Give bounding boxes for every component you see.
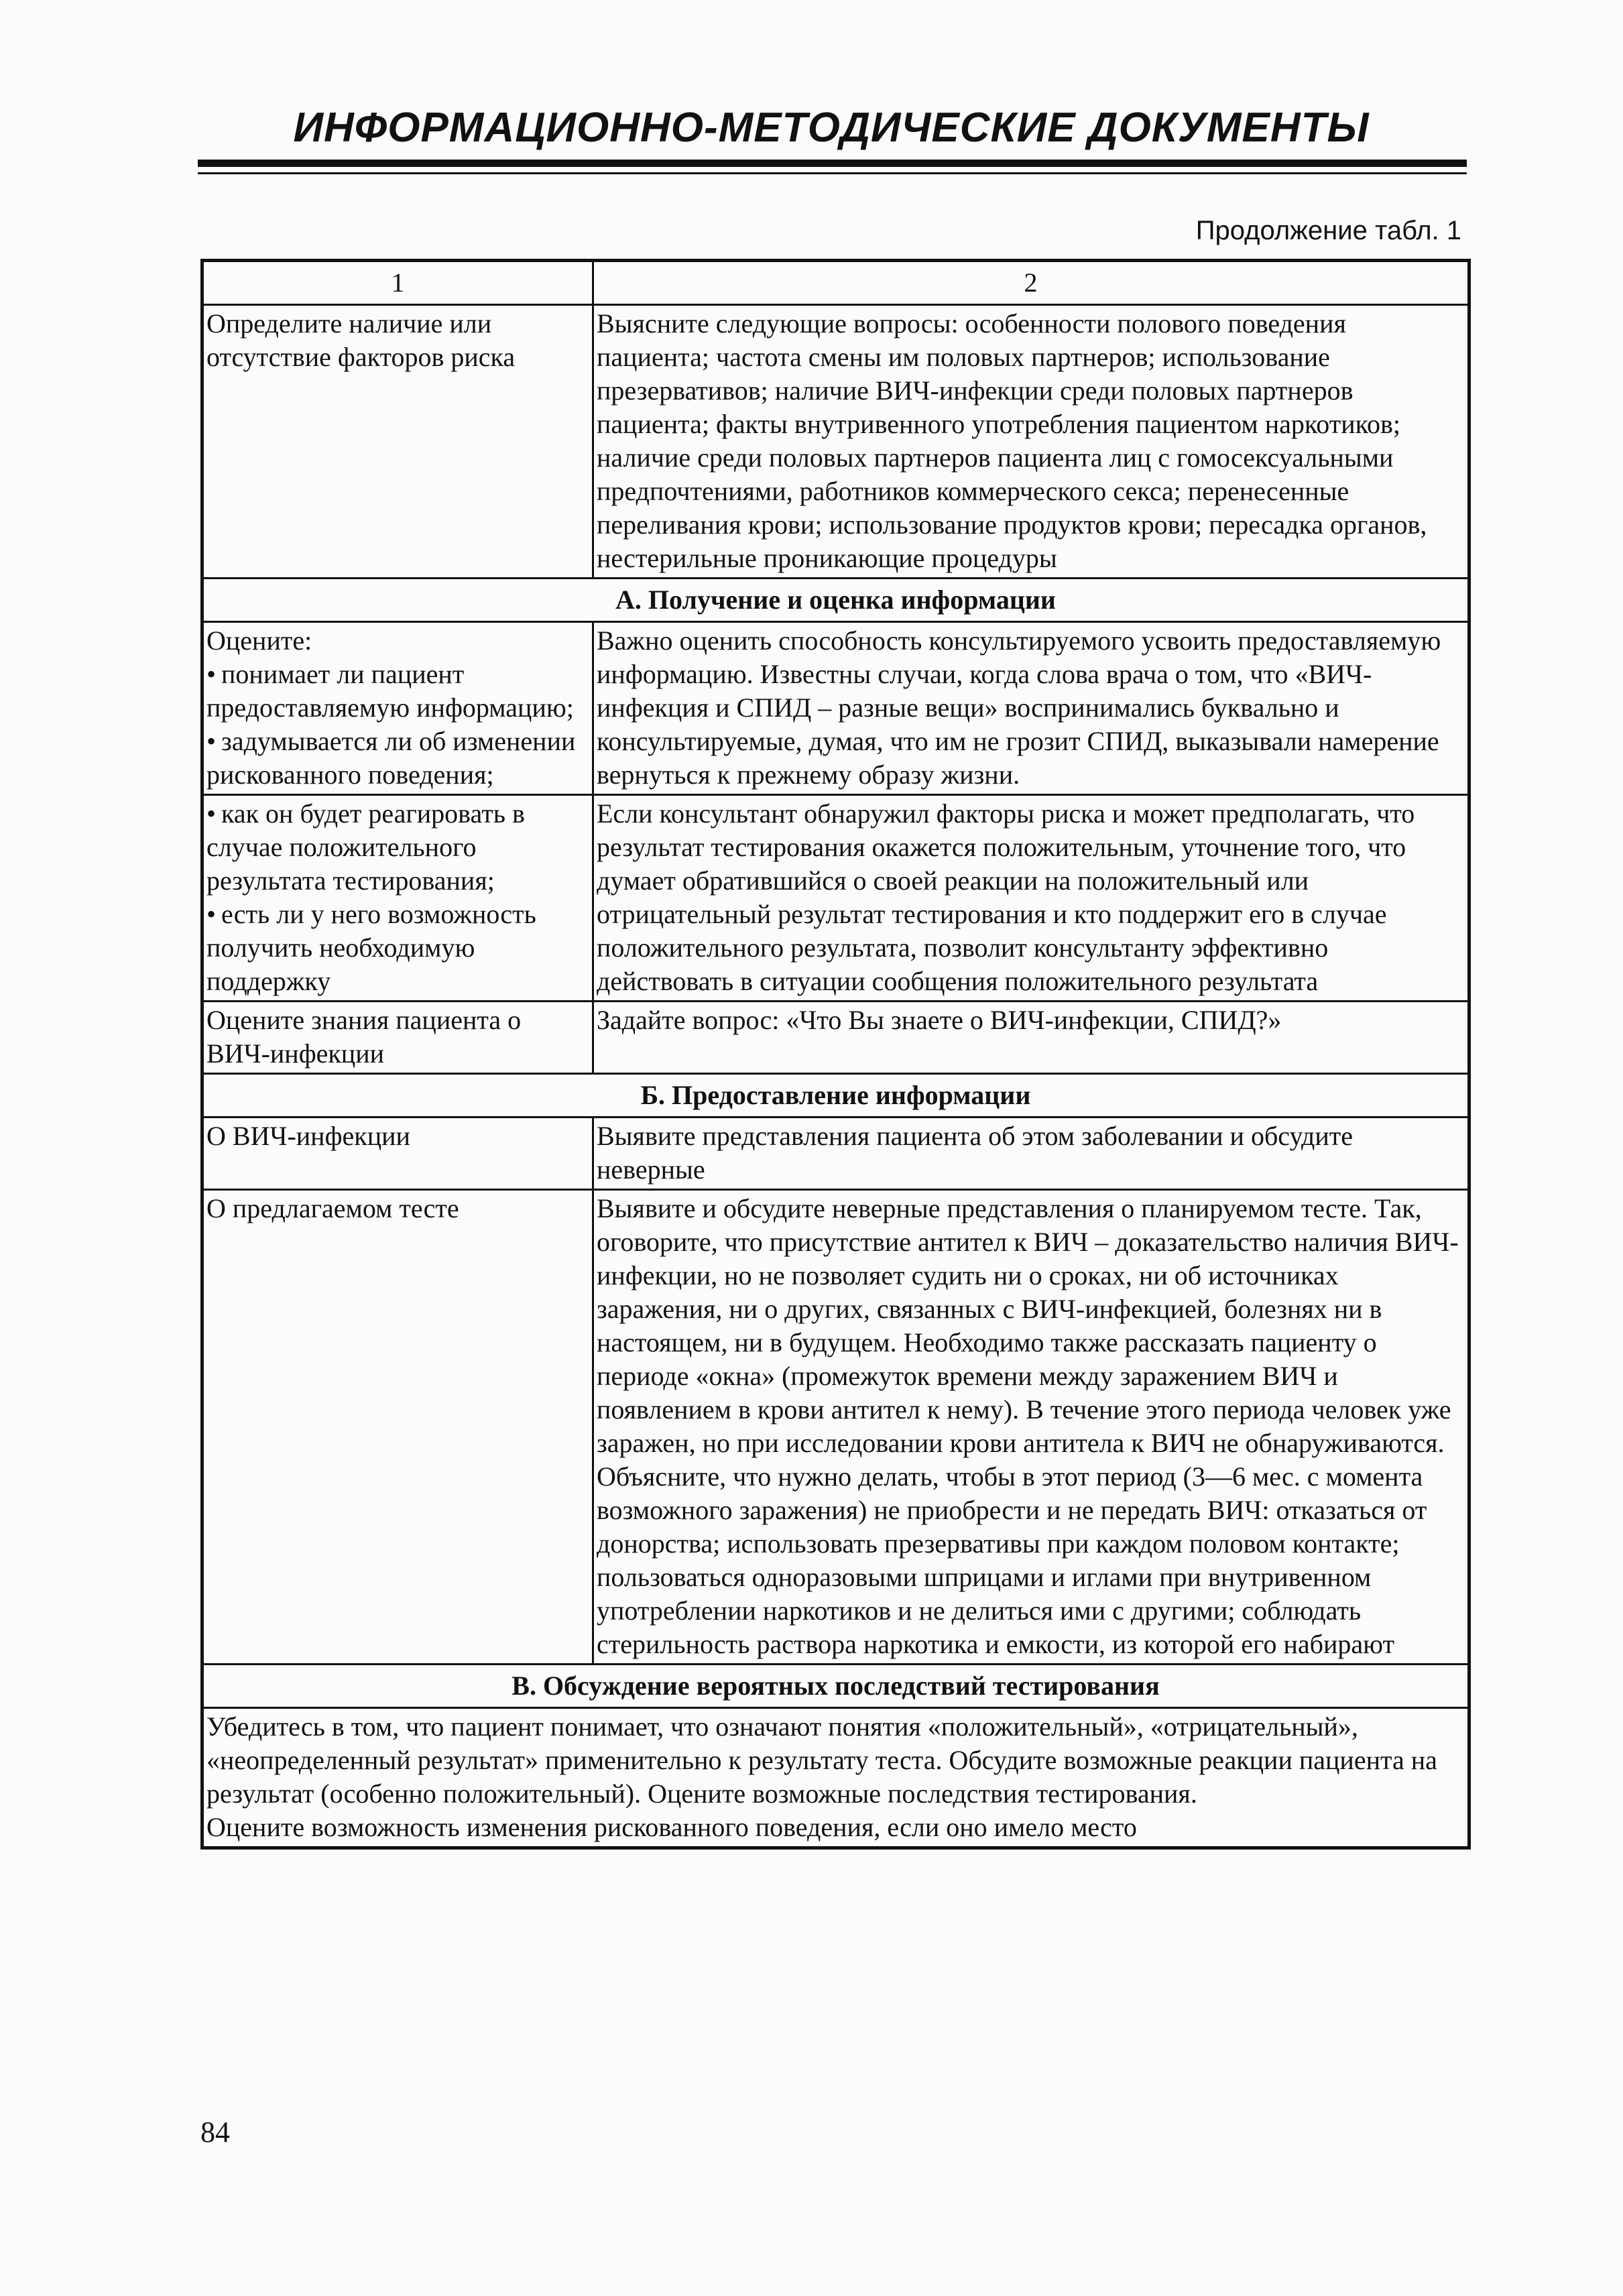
row-test-right: Выявите и обсудите неверные представления о планируемом тесте. Так, оговорите, что присутствие антител к ВИЧ – доказательство наличия ВИЧ-инфекции, но не позволяет судить ни о сроках, ни об источниках заражения, ни о других, связанных с ВИЧ-инфекцией, болезнях ни в настоящем, ни в будущем. Необходимо также рассказать пациенту о периоде «окна» (промежуток времени между заражением ВИЧ и появлением в крови антител к нему). В течение этого периода человек уже заражен, но при исследовании крови антитела к ВИЧ не обнаруживаются. Объясните, что нужно делать, чтобы в этот период (3—6 мес. с момента возможного заражения) не приобрести и не передать ВИЧ: отказаться от донорства; использовать презервативы при каждом половом контакте; пользоваться одноразовыми шприцами и иглами при внутривенном употреблении наркотиков и не делиться ими с другими; соблюдать стерильность раствора наркотика и емкости, из которой его набирают [593, 1190, 1469, 1665]
row-reaction-right: Если консультант обнаружил факторы риска и может предполагать, что результат тестирования окажется положительным, уточнение того, что думает обратившийся о своей реакции на положительный или отрицательный результат тестирования и кто поддержит его в случае положительного результата, позволит консультанту эффективно действовать в ситуации сообщения положительного результата [593, 795, 1469, 1002]
row-risk-right: Выясните следующие вопросы: особенности полового поведения пациента; частота смены им половых партнеров; использование презервативов; наличие ВИЧ-инфекции среди половых партнеров пациента; факты внутривенного употребления пациентом наркотиков; наличие среди половых партнеров пациента лиц с гомосексуальными предпочтениями, работников коммерческого секса; перенесенные переливания крови; использование продуктов крови; пересадка органов, нестерильные проникающие процедуры [593, 305, 1469, 579]
column-number-1: 1 [202, 261, 593, 305]
recommendations-table [200, 259, 1471, 1850]
header-rule-thin [198, 172, 1467, 174]
row-hiv-right: Выявите представления пациента об этом заболевании и обсудите неверные [593, 1117, 1469, 1190]
section-c-heading: В. Обсуждение вероятных последствий тестирования [202, 1665, 1469, 1708]
table-row [202, 1190, 1469, 1665]
row-hiv-left: О ВИЧ-инфекции [202, 1117, 593, 1190]
row-knowledge-left: Оцените знания пациента о ВИЧ-инфекции [202, 1002, 593, 1074]
row-assess-bullet-1: • понимает ли пациент предоставляемую информацию; [206, 658, 585, 725]
row-risk-left: Определите наличие или отсутствие факторов риска [202, 305, 593, 579]
section-a-heading: А. Получение и оценка информации [202, 579, 1469, 622]
row-test-left: О предлагаемом тесте [202, 1190, 593, 1665]
row-reaction-bullet-1: • как он будет реагировать в случае положительного результата тестирования; [206, 797, 585, 898]
row-assess-right: Важно оценить способность консультируемого усвоить предоставляемую информацию. Известны случаи, когда слова врача о том, что «ВИЧ-инфекция и СПИД – разные вещи» воспринимались буквально и консультируемые, думая, что им не грозит СПИД, выказывали намерение вернуться к прежнему образу жизни. [593, 622, 1469, 795]
row-assess-left [202, 622, 593, 795]
header-rule-thick [198, 160, 1467, 167]
section-b-heading: Б. Предоставление информации [202, 1074, 1469, 1117]
row-knowledge-right: Задайте вопрос: «Что Вы знаете о ВИЧ-инфекции, СПИД?» [593, 1002, 1469, 1074]
row-reaction-bullet-2: • есть ли у него возможность получить необходимую поддержку [206, 898, 585, 998]
column-number-2: 2 [593, 261, 1469, 305]
section-row [202, 1074, 1469, 1117]
row-reaction-left [202, 795, 593, 1002]
table-row [202, 795, 1469, 1002]
table-row [202, 622, 1469, 795]
table-row [202, 305, 1469, 579]
header-title: ИНФОРМАЦИОННО-МЕТОДИЧЕСКИЕ ДОКУМЕНТЫ [293, 105, 1370, 151]
row-consequences-para-1: Убедитесь в том, что пациент понимает, что означают понятия «положительный», «отрицательный», «неопределенный результат» применительно к результату теста. Обсудите возможные реакции пациента на результат (особенно положительный). Оцените возможные последствия тестирования. [206, 1711, 1437, 1809]
table-header-row [202, 261, 1469, 305]
section-row [202, 579, 1469, 622]
section-row [202, 1665, 1469, 1708]
table-row [202, 1117, 1469, 1190]
table-continuation-label: Продолжение табл. 1 [1195, 216, 1461, 245]
page-number: 84 [200, 2116, 230, 2149]
table-row [202, 1708, 1469, 1848]
row-consequences-para-2: Оцените возможность изменения рискованного поведения, если оно имело место [206, 1812, 1137, 1842]
row-assess-intro: Оцените: [206, 625, 312, 656]
row-consequences [202, 1708, 1469, 1848]
row-assess-bullet-2: • задумывается ли об изменении рискованного поведения; [206, 725, 585, 792]
table-row [202, 1002, 1469, 1074]
